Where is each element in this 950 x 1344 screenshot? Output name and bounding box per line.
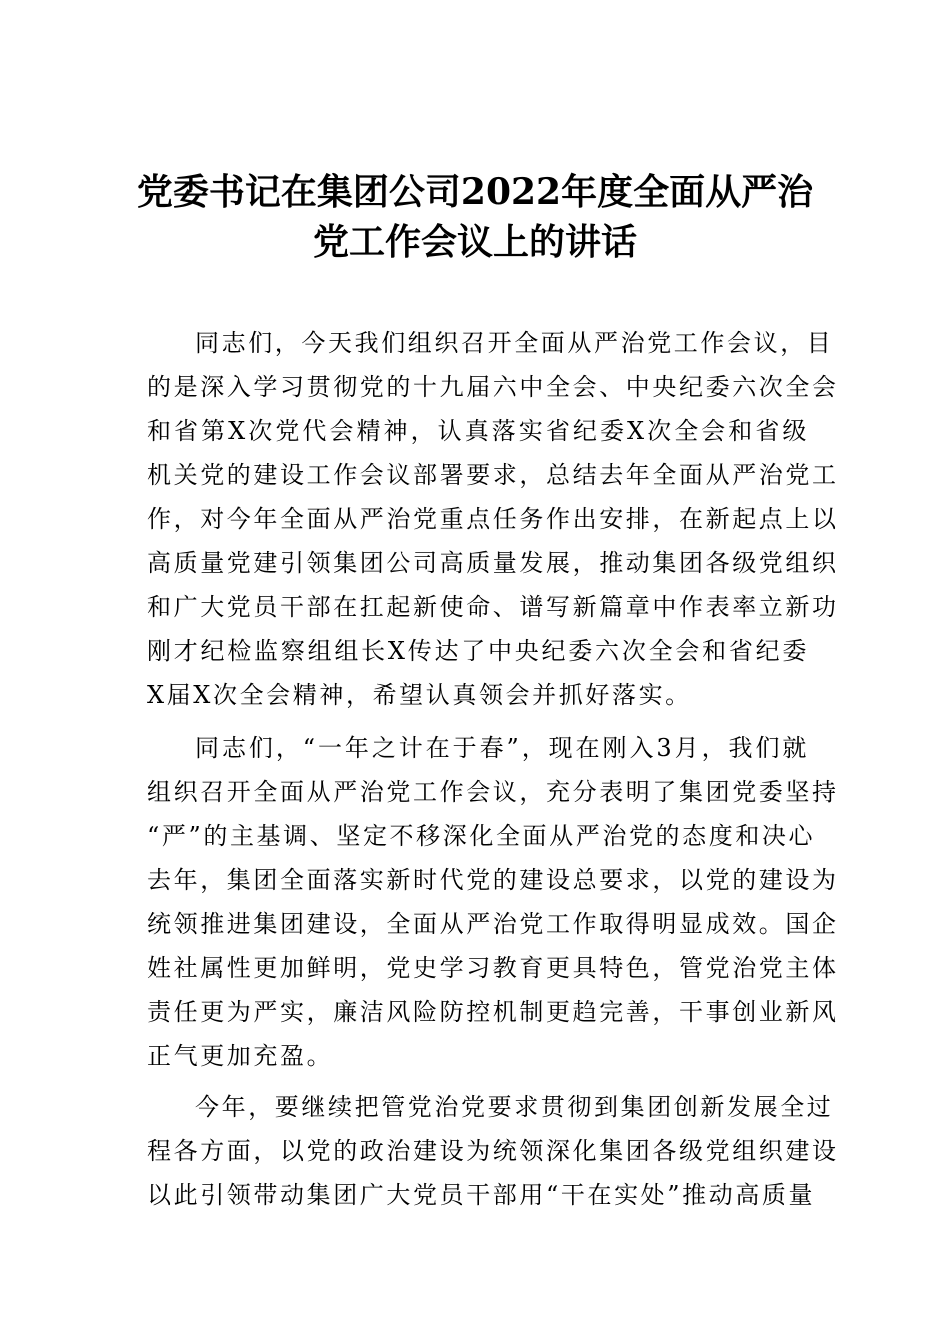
paragraph-line: 和广大党员干部在扛起新使命、谱写新篇章中作表率立新功 — [147, 593, 839, 621]
document-title-line-2: 党工作会议上的讲话 — [312, 221, 637, 263]
paragraph-line: 组织召开全面从严治党工作会议，充分表明了集团党委坚持 — [147, 778, 839, 806]
document-title-line-1: 党委书记在集团公司2022年度全面从严治 — [136, 171, 814, 213]
paragraph-line: 责任更为严实，廉洁风险防控机制更趋完善，干事创业新风 — [147, 998, 839, 1026]
paragraph-line: 程各方面，以党的政治建设为统领深化集团各级党组织建设 — [147, 1137, 839, 1165]
paragraph-line: 今年，要继续把管党治党要求贯彻到集团创新发展全过 — [195, 1093, 834, 1121]
paragraph-line: 作，对今年全面从严治党重点任务作出安排，在新起点上以 — [147, 505, 839, 533]
paragraph-line: 高质量党建引领集团公司高质量发展，推动集团各级党组织 — [147, 549, 839, 577]
paragraph-line: 的是深入学习贯彻党的十九届六中全会、中央纪委六次全会 — [147, 373, 839, 401]
paragraph-line: “严”的主基调、坚定不移深化全面从严治党的态度和决心 — [147, 822, 816, 850]
paragraph-line: 正气更加充盈。 — [147, 1042, 334, 1070]
paragraph-line: 刚才纪检监察组组长X传达了中央纪委六次全会和省纪委 — [147, 637, 809, 665]
paragraph-line: 机关党的建设工作会议部署要求，总结去年全面从严治党工 — [147, 461, 839, 489]
paragraph-line: 同志们，今天我们组织召开全面从严治党工作会议，目 — [195, 329, 834, 357]
paragraph-line: 姓社属性更加鲜明，党史学习教育更具特色，管党治党主体 — [147, 954, 839, 982]
paragraph-line: 以此引领带动集团广大党员干部用“干在实处”推动高质量 — [147, 1181, 816, 1209]
paragraph-line: 统领推进集团建设，全面从严治党工作取得明显成效。国企 — [147, 910, 839, 938]
paragraph-line: 和省第X次党代会精神，认真落实省纪委X次全会和省级 — [147, 417, 809, 445]
paragraph-line: 去年，集团全面落实新时代党的建设总要求，以党的建设为 — [147, 866, 839, 894]
paragraph-line: X届X次全会精神，希望认真领会并抓好落实。 — [147, 681, 692, 709]
paragraph-line: 同志们，“一年之计在于春”，现在刚入3月，我们就 — [195, 734, 809, 762]
